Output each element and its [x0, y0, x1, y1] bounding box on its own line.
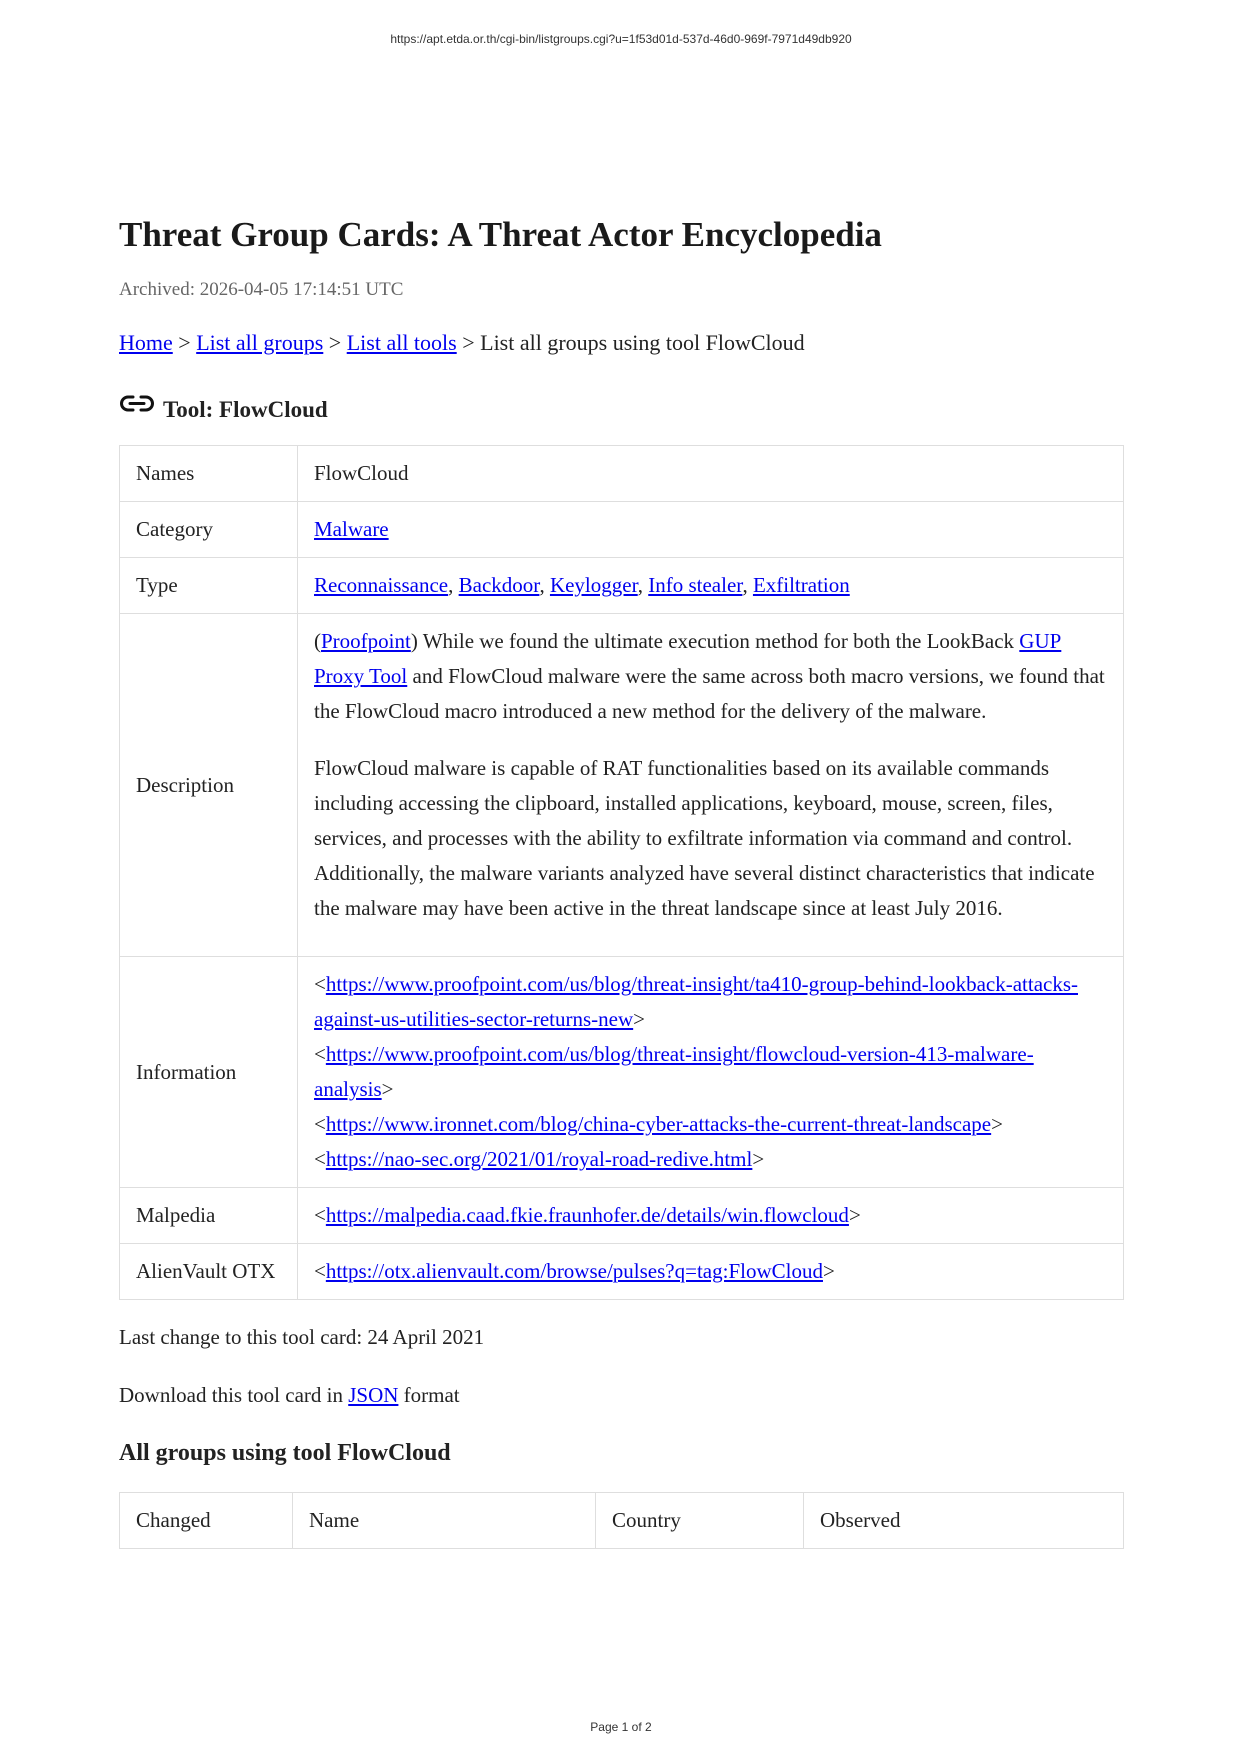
type-keylogger-link[interactable]: Keylogger: [549, 573, 638, 597]
description-text: and FlowCloud malware were the same across both macro versions, we found that the FlowCloud macro introduced a new method for the delivery of the malware.: [314, 664, 1105, 723]
proofpoint-source-link[interactable]: Proofpoint: [321, 629, 411, 653]
breadcrumb-current: > List all groups using tool FlowCloud: [456, 330, 805, 355]
breadcrumb: [119, 328, 1124, 358]
description-open-paren: (: [314, 629, 321, 653]
archived-timestamp: Archived: 2026-04-05 17:14:51 UTC: [119, 279, 404, 300]
description-value: [298, 614, 1124, 957]
angle-close: >: [991, 1112, 1003, 1136]
table-row: [120, 957, 1124, 1188]
json-download-link[interactable]: JSON: [348, 1383, 399, 1407]
download-suffix: format: [398, 1383, 460, 1407]
table-row: [120, 502, 1124, 558]
table-row: [120, 558, 1124, 614]
angle-open: <: [314, 1147, 326, 1171]
angle-close: >: [752, 1147, 765, 1171]
type-exfiltration-link[interactable]: Exfiltration: [752, 573, 850, 597]
breadcrumb-list-tools-link[interactable]: List all tools: [346, 330, 457, 355]
angle-open: <: [314, 972, 326, 996]
alienvault-value: [298, 1244, 1124, 1300]
breadcrumb-home-link[interactable]: Home: [119, 330, 173, 355]
breadcrumb-separator: >: [172, 330, 197, 355]
type-separator: ,: [637, 573, 649, 597]
type-separator: ,: [742, 573, 753, 597]
page-title: Threat Group Cards: A Threat Actor Encyclopedia: [119, 215, 882, 254]
type-backdoor-link[interactable]: Backdoor: [458, 573, 540, 597]
description-paragraph: [314, 624, 1107, 729]
link-icon: [119, 393, 155, 415]
alienvault-link[interactable]: https://otx.alienvault.com/browse/pulses?q=tag:FlowCloud: [325, 1259, 823, 1283]
category-malware-link[interactable]: Malware: [314, 517, 389, 541]
angle-close: >: [633, 1007, 645, 1031]
description-label: Description: [120, 614, 298, 957]
breadcrumb-list-groups-link[interactable]: List all groups: [196, 330, 324, 355]
groups-table: [119, 1492, 1124, 1549]
angle-open: <: [314, 1203, 326, 1227]
angle-open: <: [314, 1259, 326, 1283]
tool-heading-text: Tool: FlowCloud: [163, 397, 328, 422]
table-row: [120, 614, 1124, 957]
tool-heading: [119, 394, 1124, 426]
type-separator: ,: [539, 573, 550, 597]
alienvault-label: AlienVault OTX: [120, 1244, 298, 1300]
table-row: [120, 1244, 1124, 1300]
description-paragraph: FlowCloud malware is capable of RAT functionalities based on its available commands including accessing the clipboard, installed applications, keyboard, mouse, screen, files, services, and processes with the ability to exfiltrate information via command and control. Additionally, the malware variants analyzed have several distinct characteristics that indicate the malware may have been active in the threat landscape since at least July 2016.: [314, 756, 1095, 920]
table-row: [120, 446, 1124, 502]
information-link[interactable]: https://www.proofpoint.com/us/blog/threat-insight/flowcloud-version-413-malware-analysis: [314, 1042, 1034, 1101]
groups-section-heading: All groups using tool FlowCloud: [119, 1440, 451, 1466]
information-link[interactable]: https://www.ironnet.com/blog/china-cyber-attacks-the-current-threat-landscape: [325, 1112, 992, 1136]
malpedia-value: [298, 1188, 1124, 1244]
malpedia-label: Malpedia: [120, 1188, 298, 1244]
information-value: [298, 957, 1124, 1188]
angle-close: >: [381, 1077, 394, 1101]
angle-close: >: [822, 1259, 835, 1283]
type-info-stealer-link[interactable]: Info stealer: [648, 573, 743, 597]
type-reconnaissance-link[interactable]: Reconnaissance: [314, 573, 449, 597]
description-text: ) While we found the ultimate execution method for both the LookBack: [410, 629, 1020, 653]
table-row: [120, 1188, 1124, 1244]
names-value: FlowCloud: [298, 446, 1124, 502]
information-link[interactable]: https://nao-sec.org/2021/01/royal-road-redive.html: [325, 1147, 753, 1171]
type-label: Type: [120, 558, 298, 614]
last-change-text: Last change to this tool card: 24 April 2021: [119, 1325, 485, 1349]
angle-open: <: [314, 1042, 326, 1066]
print-header-url: https://apt.etda.or.th/cgi-bin/listgroups.cgi?u=1f53d01d-537d-46d0-969f-7971d49db920: [390, 32, 852, 46]
angle-open: <: [314, 1112, 326, 1136]
breadcrumb-separator: >: [323, 330, 347, 355]
table-header-row: [120, 1493, 1124, 1549]
names-label: Names: [120, 446, 298, 502]
category-value: [298, 502, 1124, 558]
information-label: Information: [120, 957, 298, 1188]
main-content: [119, 212, 1124, 1549]
type-separator: ,: [448, 573, 459, 597]
column-header-changed[interactable]: Changed: [120, 1493, 293, 1549]
angle-close: >: [848, 1203, 861, 1227]
column-header-country[interactable]: Country: [596, 1493, 804, 1549]
gup-proxy-tool-link[interactable]: GUP Proxy Tool: [314, 629, 1062, 688]
download-text: [119, 1380, 1124, 1410]
malpedia-link[interactable]: https://malpedia.caad.fkie.fraunhofer.de/details/win.flowcloud: [325, 1203, 849, 1227]
page-number: Page 1 of 2: [590, 1720, 652, 1734]
column-header-observed[interactable]: Observed: [804, 1493, 1124, 1549]
download-prefix: Download this tool card in: [119, 1383, 349, 1407]
type-value: [298, 558, 1124, 614]
column-header-name[interactable]: Name: [293, 1493, 596, 1549]
tool-info-table: [119, 445, 1124, 1300]
category-label: Category: [120, 502, 298, 558]
information-link[interactable]: https://www.proofpoint.com/us/blog/threat-insight/ta410-group-behind-lookback-attacks-against-us-utilities-sector-returns-new: [314, 972, 1078, 1031]
